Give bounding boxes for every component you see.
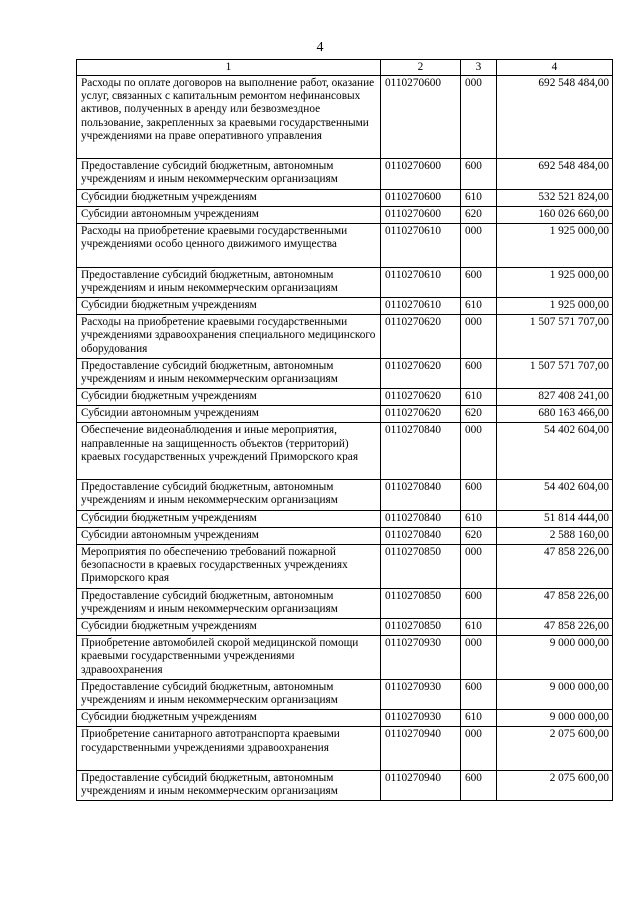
page-number: 4	[316, 40, 324, 55]
table-row	[77, 406, 613, 423]
row-code-cell: 0110270940	[381, 770, 461, 800]
table-row	[77, 710, 613, 727]
table-body	[77, 76, 613, 801]
row-code-cell: 0110270620	[381, 389, 461, 406]
table-row	[77, 727, 613, 771]
row-vr-cell: 000	[461, 315, 497, 359]
table-row	[77, 358, 613, 388]
row-vr-cell: 610	[461, 619, 497, 636]
row-vr-cell: 620	[461, 206, 497, 223]
row-vr-cell: 600	[461, 358, 497, 388]
row-code-cell: 0110270610	[381, 223, 461, 267]
row-code-cell: 0110270600	[381, 159, 461, 189]
row-vr-cell: 610	[461, 510, 497, 527]
row-amount-cell: 9 000 000,00	[497, 710, 613, 727]
row-amount-cell: 54 402 604,00	[497, 423, 613, 480]
row-amount-cell: 2 588 160,00	[497, 527, 613, 544]
row-name-cell: Субсидии бюджетным учреждениям	[77, 189, 381, 206]
row-name-cell: Расходы на приобретение краевыми государственными учреждениями здравоохранения специального медицинского оборудования	[77, 315, 381, 359]
row-amount-cell: 692 548 484,00	[497, 76, 613, 159]
row-code-cell: 0110270850	[381, 619, 461, 636]
table-row	[77, 588, 613, 618]
row-amount-cell: 680 163 466,00	[497, 406, 613, 423]
row-vr-cell: 610	[461, 710, 497, 727]
row-amount-cell: 2 075 600,00	[497, 727, 613, 771]
row-amount-cell: 51 814 444,00	[497, 510, 613, 527]
row-amount-cell: 1 507 571 707,00	[497, 358, 613, 388]
row-vr-cell: 610	[461, 189, 497, 206]
row-amount-cell: 9 000 000,00	[497, 679, 613, 709]
row-code-cell: 0110270850	[381, 588, 461, 618]
row-code-cell: 0110270930	[381, 679, 461, 709]
row-vr-cell: 600	[461, 588, 497, 618]
row-amount-cell: 47 858 226,00	[497, 588, 613, 618]
row-code-cell: 0110270610	[381, 297, 461, 314]
row-vr-cell: 600	[461, 679, 497, 709]
row-name-cell: Расходы на приобретение краевыми государственными учреждениями особо ценного движимого имущества	[77, 223, 381, 267]
table-row	[77, 315, 613, 359]
row-amount-cell: 54 402 604,00	[497, 480, 613, 510]
row-name-cell: Мероприятия по обеспечению требований пожарной безопасности в краевых государственных учреждениях Приморского края	[77, 545, 381, 589]
row-vr-cell: 000	[461, 423, 497, 480]
row-vr-cell: 000	[461, 76, 497, 159]
budget-table	[76, 59, 613, 801]
row-name-cell: Субсидии автономным учреждениям	[77, 206, 381, 223]
row-amount-cell: 2 075 600,00	[497, 770, 613, 800]
row-amount-cell: 692 548 484,00	[497, 159, 613, 189]
table-row	[77, 76, 613, 159]
row-vr-cell: 000	[461, 636, 497, 680]
row-amount-cell: 1 925 000,00	[497, 223, 613, 267]
table-row	[77, 423, 613, 480]
row-code-cell: 0110270600	[381, 206, 461, 223]
row-vr-cell: 620	[461, 527, 497, 544]
row-code-cell: 0110270600	[381, 76, 461, 159]
table-row	[77, 189, 613, 206]
row-code-cell: 0110270620	[381, 406, 461, 423]
row-name-cell: Приобретение автомобилей скорой медицинской помощи краевыми государственными учреждениями здравоохранения	[77, 636, 381, 680]
row-name-cell: Предоставление субсидий бюджетным, автономным учреждениям и иным некоммерческим организациям	[77, 679, 381, 709]
row-vr-cell: 610	[461, 297, 497, 314]
row-name-cell: Субсидии бюджетным учреждениям	[77, 389, 381, 406]
row-name-cell: Предоставление субсидий бюджетным, автономным учреждениям и иным некоммерческим организациям	[77, 267, 381, 297]
row-name-cell: Субсидии автономным учреждениям	[77, 527, 381, 544]
table-row	[77, 527, 613, 544]
row-code-cell: 0110270940	[381, 727, 461, 771]
row-amount-cell: 532 521 824,00	[497, 189, 613, 206]
column-header-name: 1	[77, 60, 381, 76]
column-header-code: 2	[381, 60, 461, 76]
row-code-cell: 0110270610	[381, 267, 461, 297]
row-name-cell: Обеспечение видеонаблюдения и иные мероприятия, направленные на защищенность объектов (территорий) краевых государственных учреждений Приморского края	[77, 423, 381, 480]
row-amount-cell: 1 925 000,00	[497, 297, 613, 314]
row-code-cell: 0110270850	[381, 545, 461, 589]
row-code-cell: 0110270930	[381, 710, 461, 727]
row-amount-cell: 827 408 241,00	[497, 389, 613, 406]
row-code-cell: 0110270620	[381, 315, 461, 359]
row-vr-cell: 600	[461, 159, 497, 189]
row-name-cell: Предоставление субсидий бюджетным, автономным учреждениям и иным некоммерческим организациям	[77, 770, 381, 800]
row-vr-cell: 000	[461, 223, 497, 267]
table-row	[77, 267, 613, 297]
table-row	[77, 619, 613, 636]
table-row	[77, 545, 613, 589]
row-name-cell: Приобретение санитарного автотранспорта краевыми государственными учреждениями здравоохранения	[77, 727, 381, 771]
row-name-cell: Предоставление субсидий бюджетным, автономным учреждениям и иным некоммерческим организациям	[77, 358, 381, 388]
row-code-cell: 0110270840	[381, 423, 461, 480]
row-name-cell: Расходы по оплате договоров на выполнение работ, оказание услуг, связанных с капитальным ремонтом нефинансовых активов, полученных в аренду или безвозмездное пользование, закрепленных за краевыми государственными учреждениями на праве оперативного управления	[77, 76, 381, 159]
table-row	[77, 297, 613, 314]
table-row	[77, 159, 613, 189]
row-vr-cell: 000	[461, 545, 497, 589]
row-vr-cell: 600	[461, 770, 497, 800]
row-vr-cell: 600	[461, 480, 497, 510]
row-name-cell: Субсидии бюджетным учреждениям	[77, 297, 381, 314]
row-name-cell: Предоставление субсидий бюджетным, автономным учреждениям и иным некоммерческим организациям	[77, 480, 381, 510]
row-amount-cell: 1 507 571 707,00	[497, 315, 613, 359]
row-vr-cell: 600	[461, 267, 497, 297]
row-code-cell: 0110270840	[381, 480, 461, 510]
row-amount-cell: 160 026 660,00	[497, 206, 613, 223]
table-header-row	[77, 60, 613, 76]
row-code-cell: 0110270600	[381, 189, 461, 206]
row-name-cell: Предоставление субсидий бюджетным, автономным учреждениям и иным некоммерческим организациям	[77, 588, 381, 618]
table-row	[77, 770, 613, 800]
row-vr-cell: 000	[461, 727, 497, 771]
table-row	[77, 636, 613, 680]
row-name-cell: Субсидии бюджетным учреждениям	[77, 619, 381, 636]
table-row	[77, 679, 613, 709]
table-row	[77, 480, 613, 510]
row-vr-cell: 620	[461, 406, 497, 423]
column-header-vr: 3	[461, 60, 497, 76]
row-amount-cell: 47 858 226,00	[497, 619, 613, 636]
row-code-cell: 0110270620	[381, 358, 461, 388]
row-vr-cell: 610	[461, 389, 497, 406]
row-amount-cell: 9 000 000,00	[497, 636, 613, 680]
table-row	[77, 510, 613, 527]
row-name-cell: Субсидии автономным учреждениям	[77, 406, 381, 423]
table-row	[77, 206, 613, 223]
row-name-cell: Субсидии бюджетным учреждениям	[77, 710, 381, 727]
row-code-cell: 0110270840	[381, 527, 461, 544]
row-name-cell: Субсидии бюджетным учреждениям	[77, 510, 381, 527]
row-amount-cell: 1 925 000,00	[497, 267, 613, 297]
table-row	[77, 223, 613, 267]
row-code-cell: 0110270930	[381, 636, 461, 680]
column-header-amount: 4	[497, 60, 613, 76]
row-name-cell: Предоставление субсидий бюджетным, автономным учреждениям и иным некоммерческим организациям	[77, 159, 381, 189]
row-amount-cell: 47 858 226,00	[497, 545, 613, 589]
table-row	[77, 389, 613, 406]
row-code-cell: 0110270840	[381, 510, 461, 527]
